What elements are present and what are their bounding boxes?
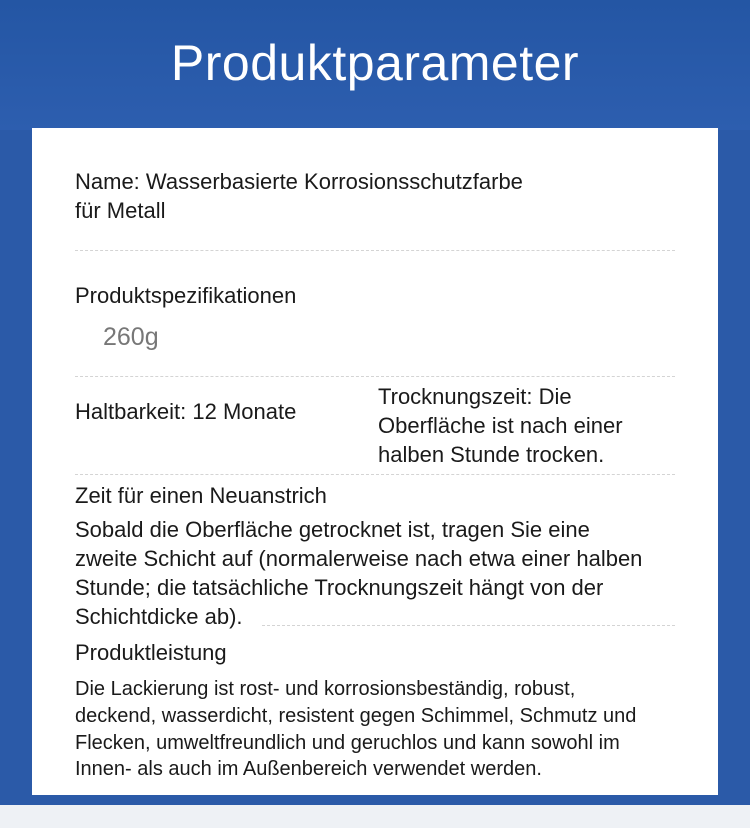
- performance-label: Produktleistung: [75, 640, 227, 665]
- recoat-label: Zeit für einen Neuanstrich: [75, 483, 327, 508]
- drying-time-line1: Trocknungszeit: Die: [378, 384, 572, 409]
- shelf-life: Haltbarkeit: 12 Monate: [75, 399, 297, 424]
- divider: [75, 376, 675, 377]
- performance-line4: Innen- als auch im Außenbereich verwendet werden.: [75, 758, 542, 780]
- drying-time-line3: halben Stunde trocken.: [378, 442, 605, 467]
- page-title: Produktparameter: [170, 35, 580, 91]
- performance-line1: Die Lackierung ist rost- und korrosionsbeständig, robust,: [75, 678, 576, 700]
- recoat-line2: zweite Schicht auf (normalerweise nach etwa einer halben: [75, 546, 643, 571]
- spec-label: Produktspezifikationen: [75, 283, 297, 308]
- product-name-line2: für Metall: [75, 198, 166, 223]
- recoat-line3: Stunde; die tatsächliche Trocknungszeit hängt von der: [75, 575, 604, 600]
- drying-time-line2: Oberfläche ist nach einer: [378, 413, 623, 438]
- divider: [75, 474, 675, 475]
- divider: [75, 250, 675, 251]
- product-name: Name: Wasserbasierte Korrosionsschutzfarbe: [75, 169, 523, 194]
- spec-value: 260g: [103, 323, 159, 351]
- performance-line3: Flecken, umweltfreundlich und geruchlos und kann sowohl im: [75, 732, 620, 754]
- recoat-line4: Schichtdicke ab).: [75, 604, 243, 629]
- bottom-strip: [0, 805, 750, 828]
- performance-line2: deckend, wasserdicht, resistent gegen Schimmel, Schmutz und: [75, 705, 637, 727]
- divider: [262, 625, 675, 626]
- recoat-line1: Sobald die Oberfläche getrocknet ist, tragen Sie eine: [75, 517, 590, 542]
